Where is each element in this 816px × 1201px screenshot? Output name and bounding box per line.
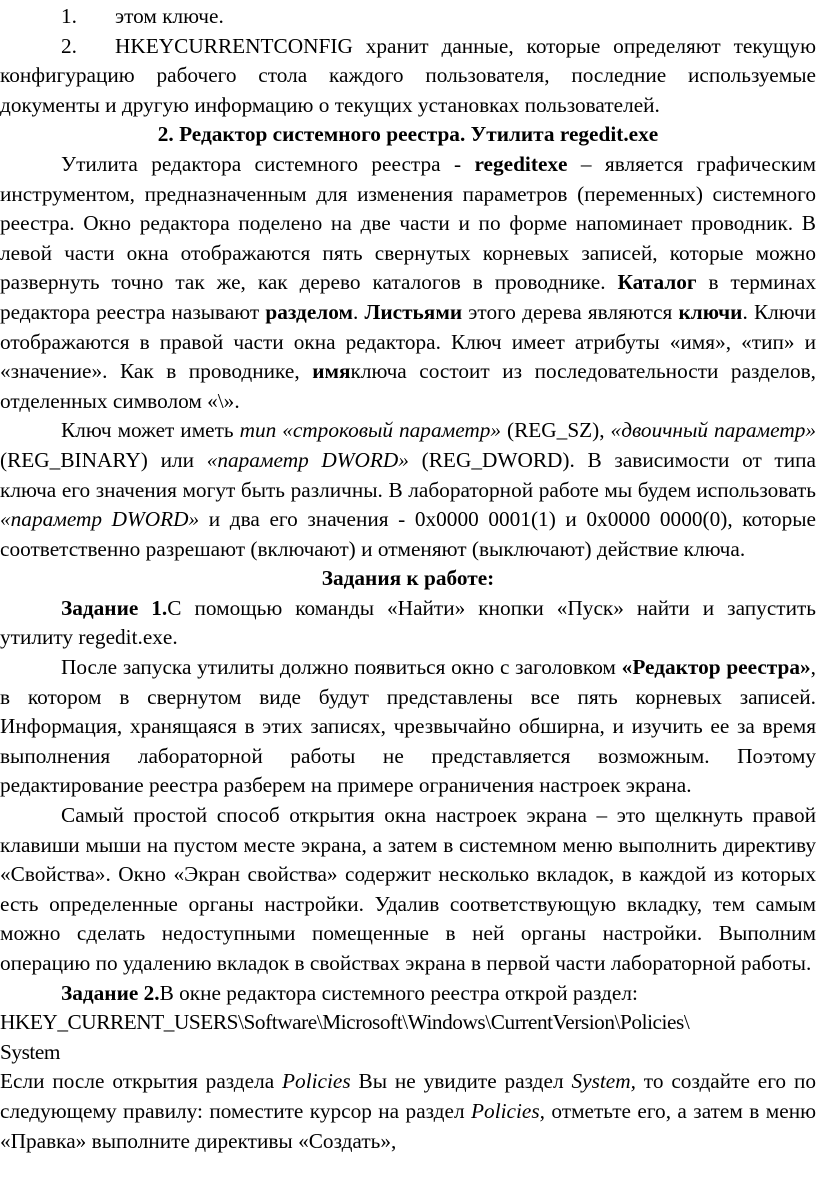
text-run: ключа состоит из последовательности разделов, отделенных символом «\». <box>0 359 816 413</box>
bold-term: ключи <box>678 299 743 324</box>
text-run: Вы не увидите раздел <box>350 1069 572 1094</box>
task-text: В окне редактора системного реестра открой раздел: <box>159 980 638 1005</box>
text-run: Если после открытия раздела <box>0 1069 283 1094</box>
bold-term: «Редактор реестра» <box>621 655 811 680</box>
bold-term: Каталог <box>617 270 697 295</box>
bold-term: имя <box>312 359 351 384</box>
tasks-heading: Задания к работе: <box>321 566 495 591</box>
text-run: этого дерева являются <box>462 299 679 324</box>
bold-term: regeditexe <box>474 151 568 176</box>
paragraph-after-launch <box>0 653 816 801</box>
paragraph-key-types <box>0 416 816 564</box>
paragraph-screen-settings: Самый простой способ открытия окна настроек экрана – это щелкнуть правой клавиши мыши на пустом месте экрана, а затем в системном меню выполнить директиву «Свойства». Окно «Экран свойства» содержит несколько вкладок, в каждой из которых есть определенные органы настройки. Удалив соответствующую вкладку, тем самым можно сделать недоступными помещенные в ней органы настройки. Выполним операцию по удалению вкладок в свойствах экрана в первой части лабораторной работы. <box>0 803 816 975</box>
list-number: 2. <box>61 33 77 58</box>
list-text: этом ключе. <box>115 4 224 28</box>
paragraph-create-section <box>0 1067 816 1156</box>
task-text: С помощью команды «Найти» кнопки «Пуск» найти и запустить утилиту regedit.exe. <box>0 595 816 650</box>
registry-path <box>0 1008 816 1067</box>
text-run: Ключ может иметь <box>61 418 240 443</box>
italic-term: Policies, <box>471 1098 545 1123</box>
paragraph-regedit <box>0 150 816 416</box>
list-text: HKEYCURRENTCONFIG хранит данные, которые определяют текущую конфигурацию рабочего стола каждого пользователя, последние используемые документы и другую информацию о текущих установках пользователей. <box>0 33 816 117</box>
text-run: . Ключи отображаются в правой части окна редактора. Ключ имеет атрибуты «имя», «тип» и «значение». Как в проводнике, <box>0 299 816 384</box>
task-2 <box>0 979 816 1009</box>
list-number: 1. <box>61 4 77 28</box>
text-run: то создайте его по следующему правилу: поместите курсор на раздел <box>0 1069 816 1123</box>
italic-term: Policies <box>282 1069 351 1094</box>
task-label: Задание 2. <box>61 980 160 1005</box>
list-item <box>0 2 816 32</box>
text-run: в терминах редактора реестра называют <box>0 270 816 324</box>
text-run: – является графическим инструментом, предназначенным для изменения параметров (переменных) системного реестра. Окно редактора поделено на две части и по форме напоминает проводник. В левой части окна отображаются пять свернутых корневых записей, которые можно развернуть точно так же, как дерево каталогов в проводнике. <box>0 151 816 295</box>
text-run: . <box>352 299 365 324</box>
bold-term: разделом <box>265 299 353 324</box>
text-run: (REG_DWORD). В зависимости от типа ключа его значения могут быть различны. В лабораторной работе мы будем использовать <box>0 447 816 502</box>
italic-term: «параметр DWORD» <box>206 447 409 472</box>
text-run: и два его значения - 0x0000 0001(1) и 0x0000 0000(0), которые соответственно разрешают (включают) и отменяют (выключают) действие ключа. <box>0 507 816 561</box>
text-run: (REG_BINARY) или <box>0 447 207 472</box>
registry-path-line: HKEY_CURRENT_USERS\Software\Microsoft\Windows\CurrentVersion\Policies\ <box>0 1010 690 1035</box>
italic-term: тип «строковый параметр» <box>239 418 502 443</box>
italic-term: «параметр DWORD» <box>0 507 200 532</box>
italic-term: «двоичный параметр» <box>610 418 816 443</box>
text-run: (REG_SZ), <box>501 418 611 443</box>
text-run: отметьте его, а затем в меню «Правка» выполните директивы «Создать», <box>0 1098 816 1153</box>
section-heading: 2. Редактор системного реестра. Утилита regedit.exe <box>157 122 659 147</box>
italic-term: System, <box>571 1069 636 1094</box>
registry-path-end: System <box>0 1039 61 1064</box>
bold-term: Листьями <box>364 299 463 324</box>
text-run: После запуска утилиты должно появиться окно с заголовком <box>61 655 622 680</box>
text-run: , в котором в свернутом виде будут представлены все пять корневых записей. Информация, хранящаяся в этих записях, чрезвычайно обширна, и изучить ее за время выполнения лабораторной работы не представляется возможным. Поэтому редактирование реестра разберем на примере ограничения настроек экрана. <box>0 655 816 798</box>
text-run: Утилита редактора системного реестра - <box>61 151 475 176</box>
list-item <box>0 32 816 121</box>
task-label: Задание 1. <box>61 595 168 620</box>
task-1 <box>0 594 816 653</box>
